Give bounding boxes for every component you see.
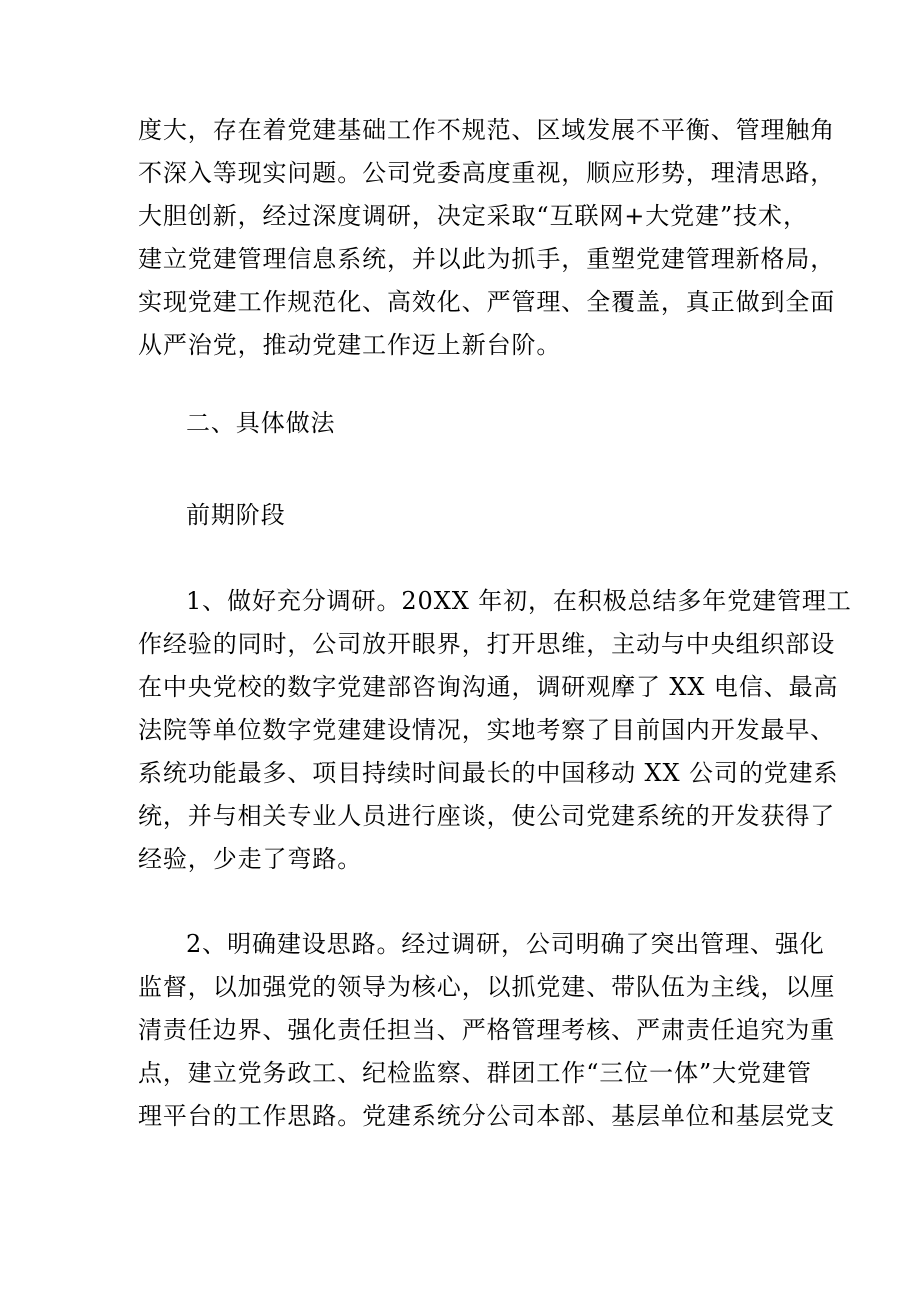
text-line: 大胆创新，经过深度调研，决定采取“互联网+大党建”技术，: [138, 202, 808, 230]
text-line: 监督，以加强党的领导为核心，以抓党建、带队伍为主线，以厘: [138, 973, 836, 1001]
text-line: 从严治党，推动党建工作迈上新台阶。: [138, 331, 562, 359]
text-line: 点，建立党务政工、纪检监察、群团工作“三位一体”大党建管: [138, 1059, 812, 1087]
text-line: 经验，少走了弯路。: [138, 845, 363, 873]
text-line: 实现党建工作规范化、高效化、严管理、全覆盖，真正做到全面: [138, 288, 836, 316]
text-line: 2、明确建设思路。经过调研，公司明确了突出管理、强化: [186, 930, 825, 958]
text-line: 统，并与相关专业人员进行座谈，使公司党建系统的开发获得了: [138, 802, 836, 830]
text-line: 法院等单位数字党建建设情况，实地考察了目前国内开发最早、: [138, 716, 836, 744]
text-line: 不深入等现实问题。公司党委高度重视，顺应形势，理清思路，: [138, 159, 836, 187]
text-line: 建立党建管理信息系统，并以此为抓手，重塑党建管理新格局，: [138, 245, 836, 273]
text-line: 理平台的工作思路。党建系统分公司本部、基层单位和基层党支: [138, 1102, 836, 1130]
text-line: 度大，存在着党建基础工作不规范、区域发展不平衡、管理触角: [138, 116, 836, 144]
text-line: 在中央党校的数字党建部咨询沟通，调研观摩了 XX 电信、最高: [138, 673, 839, 701]
text-line: 作经验的同时，公司放开眼界，打开思维，主动与中央组织部设: [138, 630, 836, 658]
section-heading: 二、具体做法: [186, 409, 336, 437]
text-line: 清责任边界、强化责任担当、严格管理考核、严肃责任追究为重: [138, 1016, 836, 1044]
text-line: 1、做好充分调研。20XX 年初，在积极总结多年党建管理工: [186, 587, 852, 615]
text-line: 系统功能最多、项目持续时间最长的中国移动 XX 公司的党建系: [138, 759, 839, 787]
subsection-heading: 前期阶段: [186, 501, 286, 529]
